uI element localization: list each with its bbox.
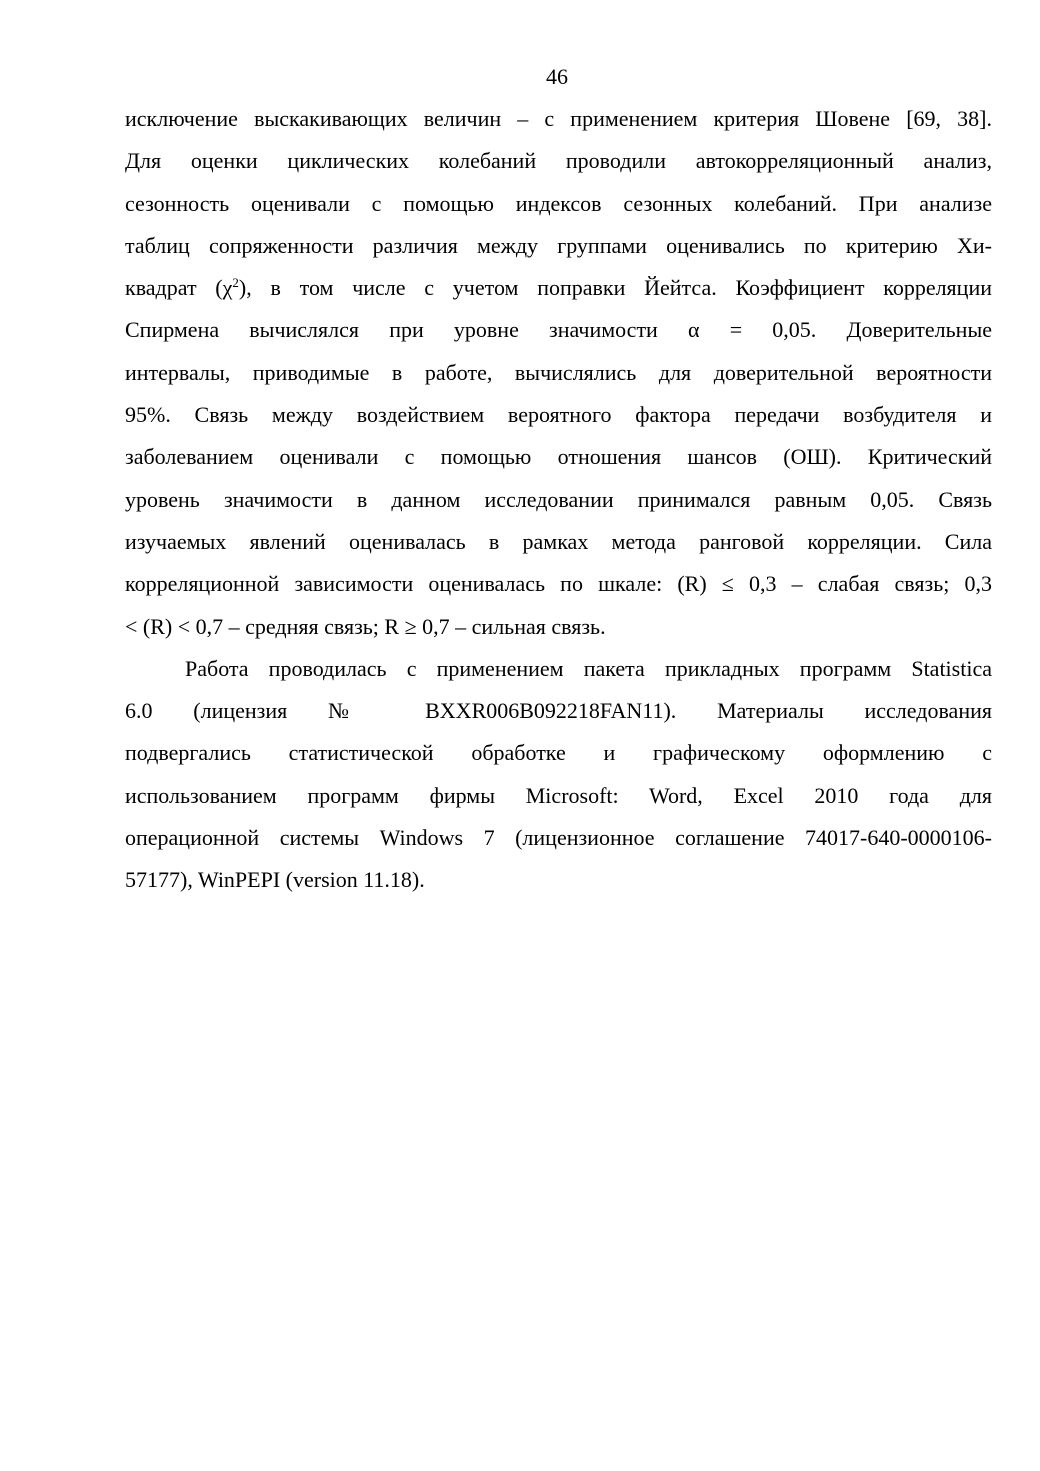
text-line: 95%. Связь между воздействием вероятного фактора передачи возбудителя и — [125, 402, 992, 428]
text-line: Для оценки циклических колебаний проводили автокорреляционный анализ, — [125, 148, 992, 174]
text-line: уровень значимости в данном исследовании принимался равным 0,05. Связь — [125, 486, 992, 512]
text-line: использованием программ фирмы Microsoft: Word, Excel 2010 года для — [125, 782, 992, 808]
paragraph-software — [125, 648, 992, 902]
chi-square-superscript: 2 — [232, 275, 239, 291]
text-line: таблиц сопряженности различия между группами оценивались по критерию Хи- — [125, 232, 992, 258]
text-line: подвергались статистической обработке и графическому оформлению с — [125, 740, 992, 766]
chi-square-suffix: ), в том числе с учетом поправки Йейтса. Коэффициент корреляции — [238, 275, 992, 301]
text-line: < (R) < 0,7 – средняя связь; R ≥ 0,7 – сильная связь. — [125, 613, 606, 639]
text-line: сезонность оценивали с помощью индексов сезонных колебаний. При анализе — [125, 190, 992, 216]
text-line: исключение выскакивающих величин – с применением критерия Шовене [69, 38]. — [125, 106, 992, 131]
page-number: 46 — [546, 64, 568, 89]
text-line: Работа проводилась с применением пакета прикладных программ Statistica — [185, 655, 992, 681]
text-line: Спирмена вычислялся при уровне значимости α = 0,05. Доверительные — [125, 317, 992, 343]
chi-square-prefix: квадрат (χ — [125, 275, 233, 301]
text-line-chi-square — [125, 267, 992, 309]
paragraph-statistical-methods — [125, 98, 992, 648]
text-line: 6.0 (лицензия № BXXR006B092218FAN11). Материалы исследования — [125, 698, 992, 724]
text-line: интервалы, приводимые в работе, вычислялись для доверительной вероятности — [125, 359, 992, 385]
text-line: корреляционной зависимости оценивалась по шкале: (R) ≤ 0,3 – слабая связь; 0,3 — [125, 571, 992, 597]
text-line: изучаемых явлений оценивалась в рамках метода ранговой корреляции. Сила — [125, 528, 992, 554]
text-line: операционной системы Windows 7 (лицензионное соглашение 74017-640-0000106- — [125, 825, 992, 851]
text-line: заболеванием оценивали с помощью отношения шансов (ОШ). Критический — [125, 444, 992, 470]
text-line: 57177), WinPEPI (version 11.18). — [125, 867, 425, 893]
body-text — [125, 98, 992, 902]
